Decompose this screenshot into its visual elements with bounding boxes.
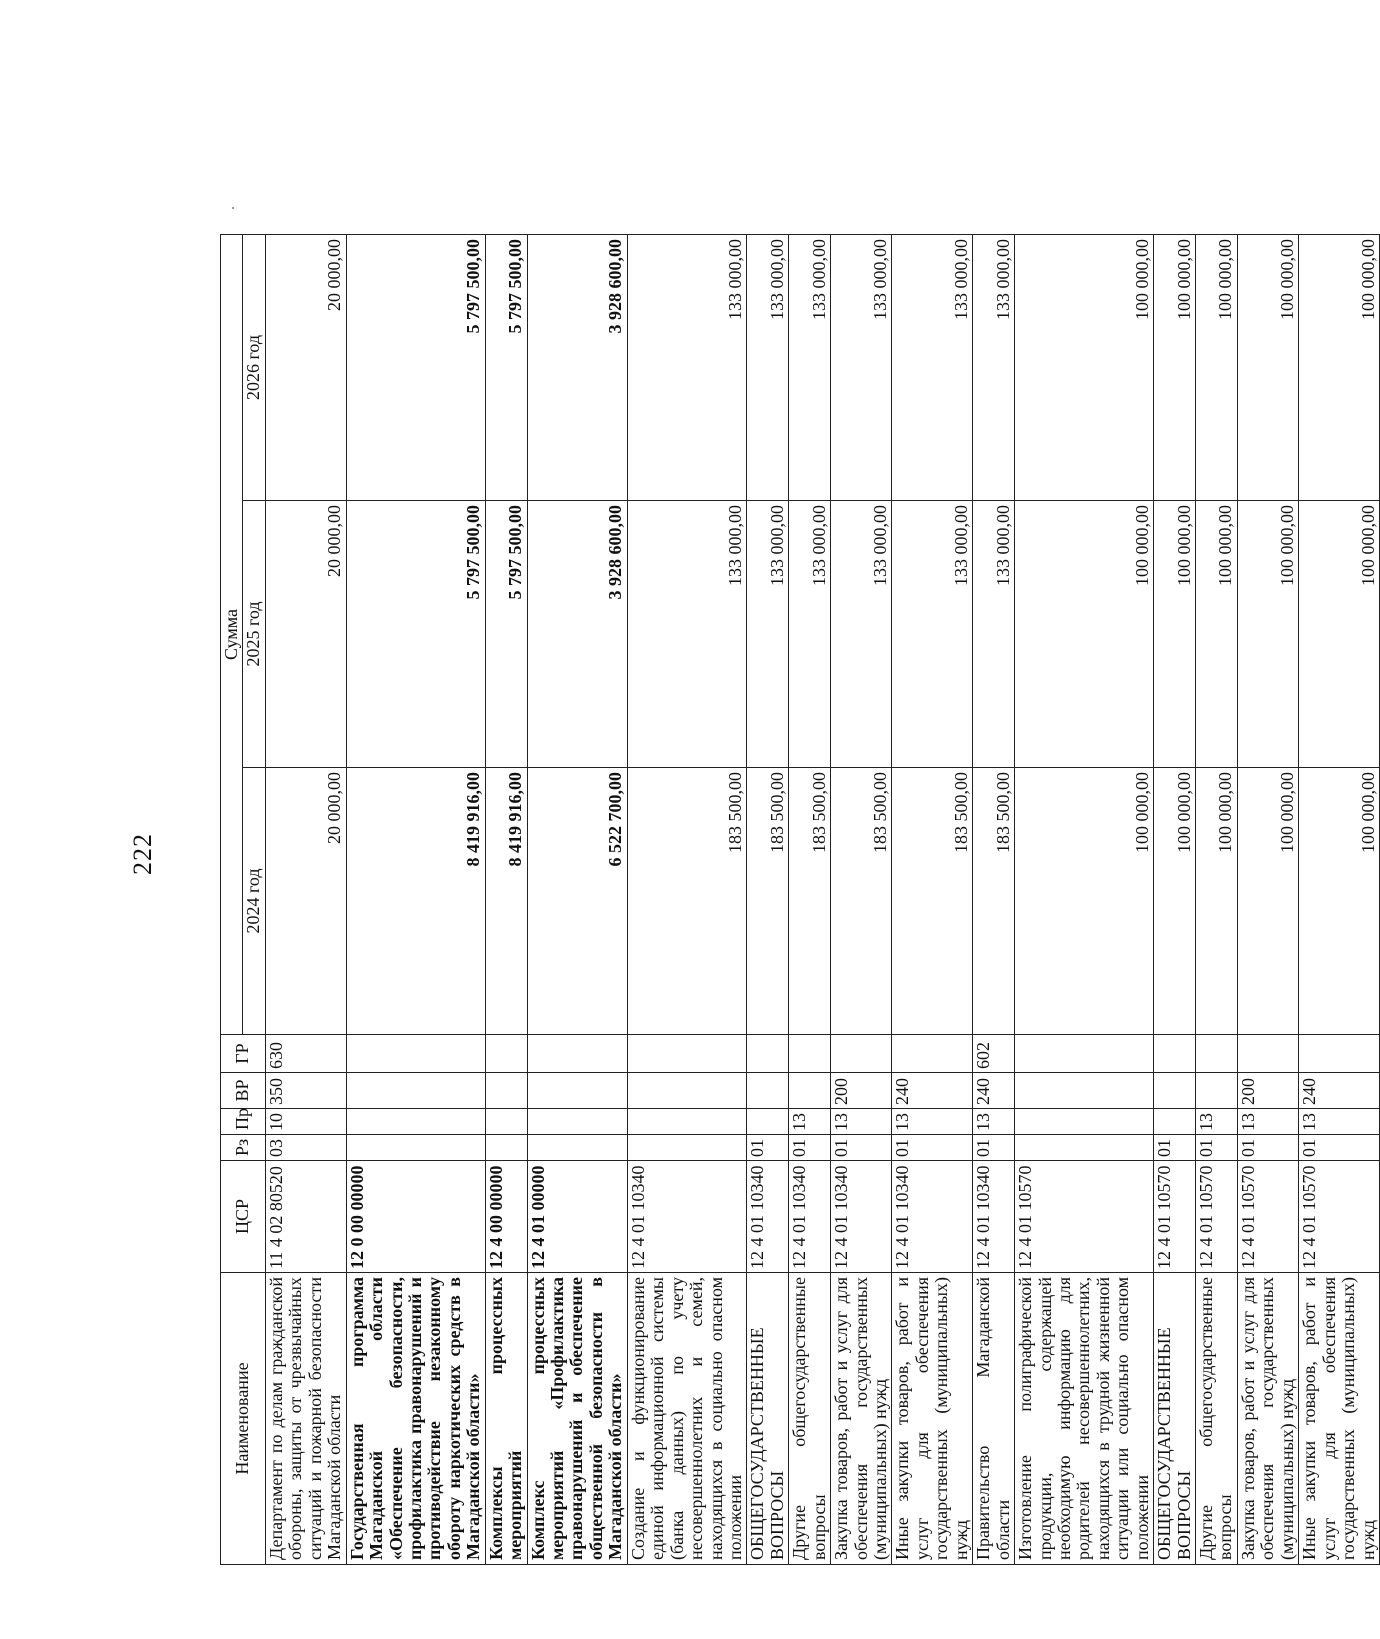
row-sum-2025: 100 000,00: [1299, 501, 1380, 768]
table-row: [1015, 234, 1154, 1564]
row-csr: 12 4 01 10340: [892, 1161, 973, 1273]
row-sum-2026: 100 000,00: [1015, 234, 1154, 500]
row-name: Другие общегосударственные вопросы: [789, 1273, 831, 1565]
row-vr: [627, 1073, 747, 1109]
row-name: Комплексы процессных мероприятий: [485, 1273, 527, 1565]
row-rz: [627, 1135, 747, 1161]
row-gr: [1299, 1035, 1380, 1073]
row-sum-2025: 100 000,00: [1196, 501, 1238, 768]
row-sum-2024: 6 522 700,00: [527, 768, 627, 1035]
row-csr: 12 4 01 10570: [1196, 1161, 1238, 1273]
row-name: Иные закупки товаров, работ и услуг для обеспечения государственных (муниципальных) нужд: [1299, 1273, 1380, 1565]
row-sum-2025: 133 000,00: [892, 501, 973, 768]
row-sum-2025: 133 000,00: [973, 501, 1015, 768]
row-sum-2024: 100 000,00: [1299, 768, 1380, 1035]
row-rz: 01: [1299, 1135, 1380, 1161]
row-csr: 11 4 02 80520: [265, 1161, 346, 1273]
row-name: Другие общегосударственные вопросы: [1196, 1273, 1238, 1565]
row-sum-2025: 100 000,00: [1154, 501, 1196, 768]
row-name: Закупка товаров, работ и услуг для обеспечения государственных (муниципальных) нужд: [1237, 1273, 1298, 1565]
row-csr: 12 4 01 10340: [789, 1161, 831, 1273]
row-sum-2025: 133 000,00: [789, 501, 831, 768]
row-sum-2026: 133 000,00: [789, 234, 831, 500]
row-sum-2025: 100 000,00: [1015, 501, 1154, 768]
row-sum-2024: 183 500,00: [789, 768, 831, 1035]
row-rz: 01: [1154, 1135, 1196, 1161]
row-pr: 13: [789, 1109, 831, 1135]
header-vr: ВР: [221, 1073, 266, 1109]
row-rz: 01: [831, 1135, 892, 1161]
row-sum-2024: 183 500,00: [747, 768, 789, 1035]
row-gr: [892, 1035, 973, 1073]
row-gr: [831, 1035, 892, 1073]
row-csr: 12 4 00 00000: [485, 1161, 527, 1273]
row-csr: 12 4 01 10340: [627, 1161, 747, 1273]
row-csr: 12 4 01 10340: [747, 1161, 789, 1273]
row-vr: 200: [831, 1073, 892, 1109]
row-pr: [527, 1109, 627, 1135]
row-rz: [1015, 1135, 1154, 1161]
row-sum-2024: 100 000,00: [1196, 768, 1238, 1035]
row-sum-2026: 100 000,00: [1154, 234, 1196, 500]
row-csr: 12 4 01 10570: [1237, 1161, 1298, 1273]
row-sum-2024: 20 000,00: [265, 768, 346, 1035]
row-vr: 240: [1299, 1073, 1380, 1109]
table-row: [485, 234, 527, 1564]
row-sum-2026: 133 000,00: [892, 234, 973, 500]
table-row: [527, 234, 627, 1564]
row-rz: 01: [747, 1135, 789, 1161]
row-pr: [485, 1109, 527, 1135]
row-rz: 01: [1196, 1135, 1238, 1161]
table-row: [892, 234, 973, 1564]
row-vr: 350: [265, 1073, 346, 1109]
row-pr: 13: [831, 1109, 892, 1135]
header-gr: ГР: [221, 1035, 266, 1073]
row-rz: 01: [1237, 1135, 1298, 1161]
row-rz: 01: [973, 1135, 1015, 1161]
row-sum-2024: 183 500,00: [892, 768, 973, 1035]
row-sum-2026: 133 000,00: [627, 234, 747, 500]
row-sum-2026: 3 928 600,00: [527, 234, 627, 500]
row-pr: 13: [1237, 1109, 1298, 1135]
row-csr: 12 4 01 10570: [1154, 1161, 1196, 1273]
row-sum-2025: 20 000,00: [265, 501, 346, 768]
row-name: ОБЩЕГОСУДАРСТВЕННЫЕ ВОПРОСЫ: [747, 1273, 789, 1565]
row-sum-2026: 133 000,00: [973, 234, 1015, 500]
row-sum-2026: 5 797 500,00: [485, 234, 527, 500]
row-name: Комплекс процессных мероприятий «Профилактика правонарушений и обеспечение общественной безопасности в Магаданской области»: [527, 1273, 627, 1565]
table-row: [973, 234, 1015, 1564]
row-name: ОБЩЕГОСУДАРСТВЕННЫЕ ВОПРОСЫ: [1154, 1273, 1196, 1565]
row-vr: [1196, 1073, 1238, 1109]
budget-table-container: [220, 235, 1378, 1565]
row-gr: [346, 1035, 485, 1073]
table-row: [1154, 234, 1196, 1564]
row-vr: 240: [892, 1073, 973, 1109]
row-sum-2025: 5 797 500,00: [485, 501, 527, 768]
row-sum-2024: 183 500,00: [627, 768, 747, 1035]
row-gr: [1196, 1035, 1238, 1073]
row-pr: 13: [973, 1109, 1015, 1135]
row-name: Иные закупки товаров, работ и услуг для обеспечения государственных (муниципальных) нужд: [892, 1273, 973, 1565]
row-name: Изготовление полиграфической продукции, содержащей необходимую информацию для родителей несовершеннолетних, находящихся в трудной жизненной ситуации или социально опасном положении: [1015, 1273, 1154, 1565]
row-pr: [747, 1109, 789, 1135]
row-csr: 12 0 00 00000: [346, 1161, 485, 1273]
row-sum-2026: 100 000,00: [1237, 234, 1298, 500]
row-csr: 12 4 01 10340: [831, 1161, 892, 1273]
row-gr: 630: [265, 1035, 346, 1073]
header-sum: Сумма: [221, 234, 243, 1034]
row-pr: [627, 1109, 747, 1135]
table-body: [265, 234, 1379, 1564]
row-sum-2024: 100 000,00: [1154, 768, 1196, 1035]
row-sum-2026: 20 000,00: [265, 234, 346, 500]
row-vr: [527, 1073, 627, 1109]
table-row: [747, 234, 789, 1564]
row-rz: [346, 1135, 485, 1161]
row-name: Департамент по делам гражданской обороны, защиты от чрезвычайных ситуаций и пожарной безопасности Магаданской области: [265, 1273, 346, 1565]
row-sum-2024: 183 500,00: [831, 768, 892, 1035]
row-sum-2026: 100 000,00: [1196, 234, 1238, 500]
row-csr: 12 4 01 00000: [527, 1161, 627, 1273]
row-sum-2025: 3 928 600,00: [527, 501, 627, 768]
table-row: [831, 234, 892, 1564]
header-rz: Рз: [221, 1135, 266, 1161]
row-gr: [747, 1035, 789, 1073]
row-rz: [485, 1135, 527, 1161]
row-name: Закупка товаров, работ и услуг для обеспечения государственных (муниципальных) нужд: [831, 1273, 892, 1565]
row-vr: [1015, 1073, 1154, 1109]
table-row: [265, 234, 346, 1564]
row-name: Правительство Магаданской области: [973, 1273, 1015, 1565]
row-vr: [346, 1073, 485, 1109]
row-vr: 240: [973, 1073, 1015, 1109]
header-pr: Пр: [221, 1109, 266, 1135]
row-name: Государственная программа Магаданской области «Обеспечение безопасности, профилактика правонарушений и противодействие незаконному обороту наркотических средств в Магаданской области»: [346, 1273, 485, 1565]
header-year-2026: 2026 год: [243, 234, 265, 500]
row-sum-2025: 133 000,00: [627, 501, 747, 768]
table-row: [1196, 234, 1238, 1564]
row-name: Создание и функционирование единой информационной системы (банка данных) по учету несовершеннолетних и семей, находящихся в социально опасном положении: [627, 1273, 747, 1565]
table-row: [1237, 234, 1298, 1564]
row-vr: [1154, 1073, 1196, 1109]
row-sum-2026: 133 000,00: [747, 234, 789, 500]
row-rz: [527, 1135, 627, 1161]
row-sum-2024: 100 000,00: [1015, 768, 1154, 1035]
row-csr: 12 4 01 10570: [1299, 1161, 1380, 1273]
row-pr: 13: [1299, 1109, 1380, 1135]
budget-table: [220, 234, 1380, 1565]
row-csr: 12 4 01 10340: [973, 1161, 1015, 1273]
row-csr: 12 4 01 10570: [1015, 1161, 1154, 1273]
row-gr: [789, 1035, 831, 1073]
row-pr: [346, 1109, 485, 1135]
row-gr: [1154, 1035, 1196, 1073]
row-gr: [1015, 1035, 1154, 1073]
row-sum-2025: 133 000,00: [831, 501, 892, 768]
row-rz: 01: [789, 1135, 831, 1161]
row-gr: [1237, 1035, 1298, 1073]
row-pr: 13: [1196, 1109, 1238, 1135]
table-row: [789, 234, 831, 1564]
header-csr: ЦСР: [221, 1161, 266, 1273]
row-vr: [789, 1073, 831, 1109]
row-sum-2026: 100 000,00: [1299, 234, 1380, 500]
row-sum-2025: 5 797 500,00: [346, 501, 485, 768]
row-vr: [747, 1073, 789, 1109]
table-row: [346, 234, 485, 1564]
row-sum-2024: 183 500,00: [973, 768, 1015, 1035]
row-vr: [485, 1073, 527, 1109]
row-sum-2025: 100 000,00: [1237, 501, 1298, 768]
row-pr: 10: [265, 1109, 346, 1135]
row-pr: [1015, 1109, 1154, 1135]
row-sum-2026: 133 000,00: [831, 234, 892, 500]
row-rz: 03: [265, 1135, 346, 1161]
header-name: Наименование: [221, 1273, 266, 1565]
row-sum-2024: 8 419 916,00: [346, 768, 485, 1035]
scan-speck: [232, 207, 234, 209]
row-gr: [485, 1035, 527, 1073]
row-sum-2025: 133 000,00: [747, 501, 789, 768]
row-pr: 13: [892, 1109, 973, 1135]
page-number: 222: [128, 833, 157, 875]
table-row: [1299, 234, 1380, 1564]
row-gr: [527, 1035, 627, 1073]
row-sum-2024: 8 419 916,00: [485, 768, 527, 1035]
row-sum-2026: 5 797 500,00: [346, 234, 485, 500]
row-gr: [627, 1035, 747, 1073]
header-year-2025: 2025 год: [243, 501, 265, 768]
row-sum-2024: 100 000,00: [1237, 768, 1298, 1035]
row-rz: 01: [892, 1135, 973, 1161]
header-year-2024: 2024 год: [243, 768, 265, 1035]
row-gr: 602: [973, 1035, 1015, 1073]
row-vr: 200: [1237, 1073, 1298, 1109]
row-pr: [1154, 1109, 1196, 1135]
table-row: [627, 234, 747, 1564]
